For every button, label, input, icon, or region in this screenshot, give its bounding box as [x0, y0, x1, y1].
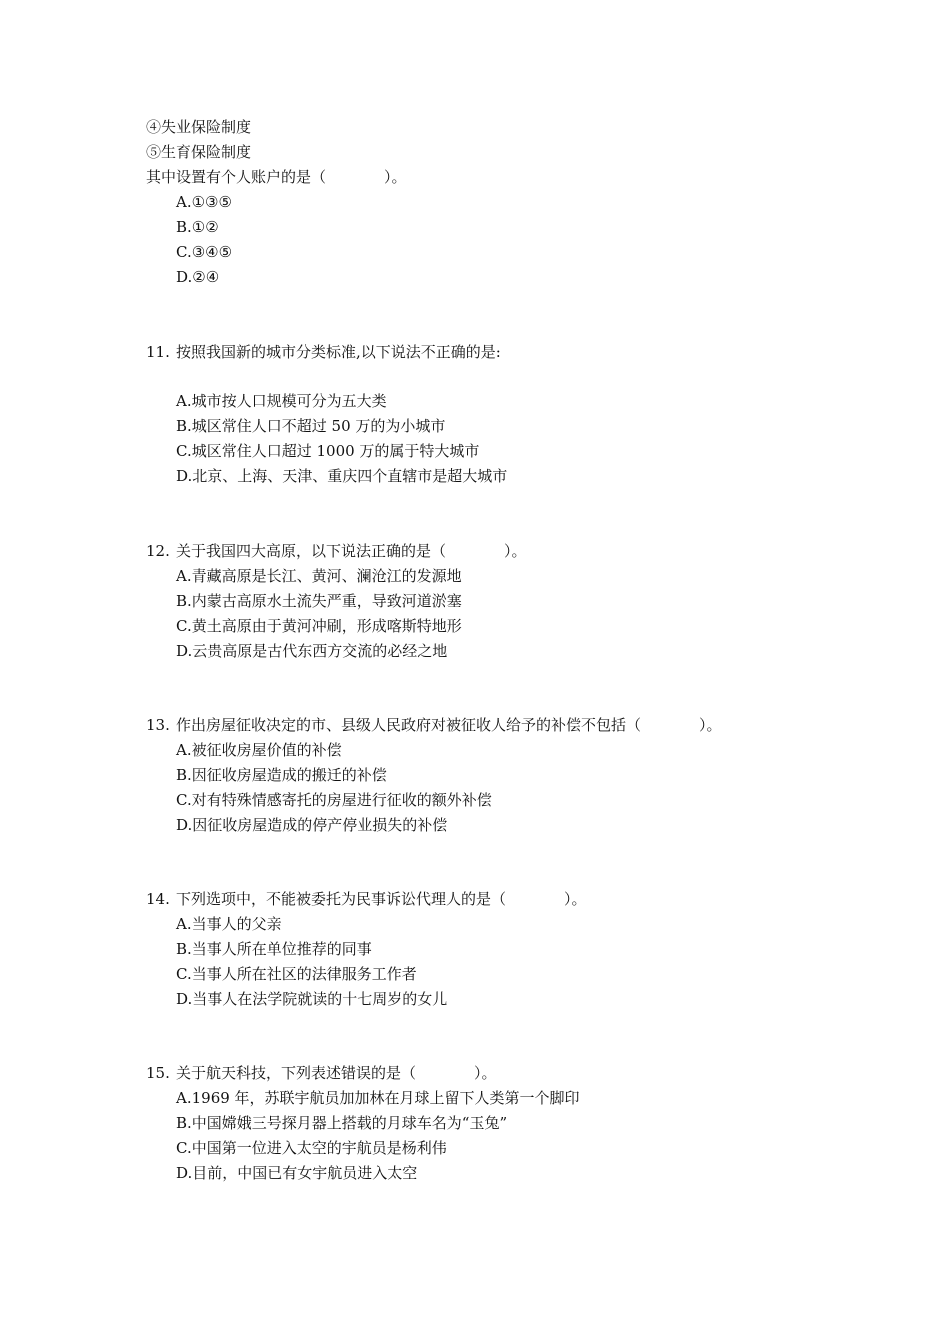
- question-12-option-b: B.内蒙古高原水土流失严重，导致河道淤塞: [176, 592, 462, 610]
- intro-option-a: A.①③⑤: [176, 193, 232, 211]
- question-14-option-a: A.当事人的父亲: [176, 915, 282, 933]
- stem-text: 下列选项中，不能被委托为民事诉讼代理人的是（: [176, 890, 507, 908]
- question-13-option-a: A.被征收房屋价值的补偿: [176, 741, 342, 759]
- stem-close: ）。: [384, 168, 407, 186]
- question-12-stem: [146, 541, 527, 561]
- question-number: 15.: [146, 1064, 170, 1082]
- stem-text: 关于航天科技，下列表述错误的是（: [176, 1064, 417, 1082]
- intro-item-4: ④失业保险制度: [146, 118, 252, 136]
- intro-option-d: D.②④: [176, 268, 220, 286]
- stem-text: 关于我国四大高原，以下说法正确的是（: [176, 542, 447, 560]
- question-11-option-d: D.北京、上海、天津、重庆四个直辖市是超大城市: [176, 467, 508, 485]
- intro-item-5: ⑤生育保险制度: [146, 143, 252, 161]
- question-15-option-c: C.中国第一位进入太空的宇航员是杨利伟: [176, 1139, 447, 1157]
- question-11-option-c: C.城区常住人口超过 1000 万的属于特大城市: [176, 442, 480, 460]
- stem-text: 其中设置有个人账户的是（: [146, 168, 327, 186]
- question-13-stem: [146, 715, 722, 735]
- question-14-option-b: B.当事人所在单位推荐的同事: [176, 940, 372, 958]
- question-number: 12.: [146, 542, 170, 560]
- question-number: 13.: [146, 716, 170, 734]
- question-15-option-d: D.目前，中国已有女宇航员进入太空: [176, 1164, 418, 1182]
- question-13-option-c: C.对有特殊情感寄托的房屋进行征收的额外补偿: [176, 791, 492, 809]
- question-15-stem: [146, 1063, 497, 1083]
- stem-close: ）。: [699, 716, 722, 734]
- intro-option-b: B.①②: [176, 218, 219, 236]
- stem-close: ）。: [564, 890, 587, 908]
- question-14-option-d: D.当事人在法学院就读的十七周岁的女儿: [176, 990, 448, 1008]
- question-13-option-d: D.因征收房屋造成的停产停业损失的补偿: [176, 816, 448, 834]
- intro-option-c: C.③④⑤: [176, 243, 233, 261]
- stem-text: 作出房屋征收决定的市、县级人民政府对被征收人给予的补偿不包括（: [176, 716, 642, 734]
- question-13-option-b: B.因征收房屋造成的搬迁的补偿: [176, 766, 387, 784]
- question-12-option-c: C.黄土高原由于黄河冲刷，形成喀斯特地形: [176, 617, 462, 635]
- question-number: 11.: [146, 343, 170, 361]
- stem-close: ）。: [474, 1064, 497, 1082]
- intro-question-stem: [146, 167, 407, 187]
- question-15-option-a: A.1969 年，苏联宇航员加加林在月球上留下人类第一个脚印: [176, 1089, 580, 1107]
- question-11-option-a: A.城市按人口规模可分为五大类: [176, 392, 387, 410]
- question-12-option-a: A.青藏高原是长江、黄河、澜沧江的发源地: [176, 567, 462, 585]
- question-11-option-b: B.城区常住人口不超过 50 万的为小城市: [176, 417, 446, 435]
- stem-close: ）。: [504, 542, 527, 560]
- question-11-stem: [146, 342, 501, 362]
- question-15-option-b: B.中国嫦娥三号探月器上搭载的月球车名为“玉兔”: [176, 1114, 508, 1132]
- question-14-stem: [146, 889, 587, 909]
- stem-text: 按照我国新的城市分类标准,以下说法不正确的是:: [176, 343, 501, 361]
- question-12-option-d: D.云贵高原是古代东西方交流的必经之地: [176, 642, 448, 660]
- question-14-option-c: C.当事人所在社区的法律服务工作者: [176, 965, 417, 983]
- question-number: 14.: [146, 890, 170, 908]
